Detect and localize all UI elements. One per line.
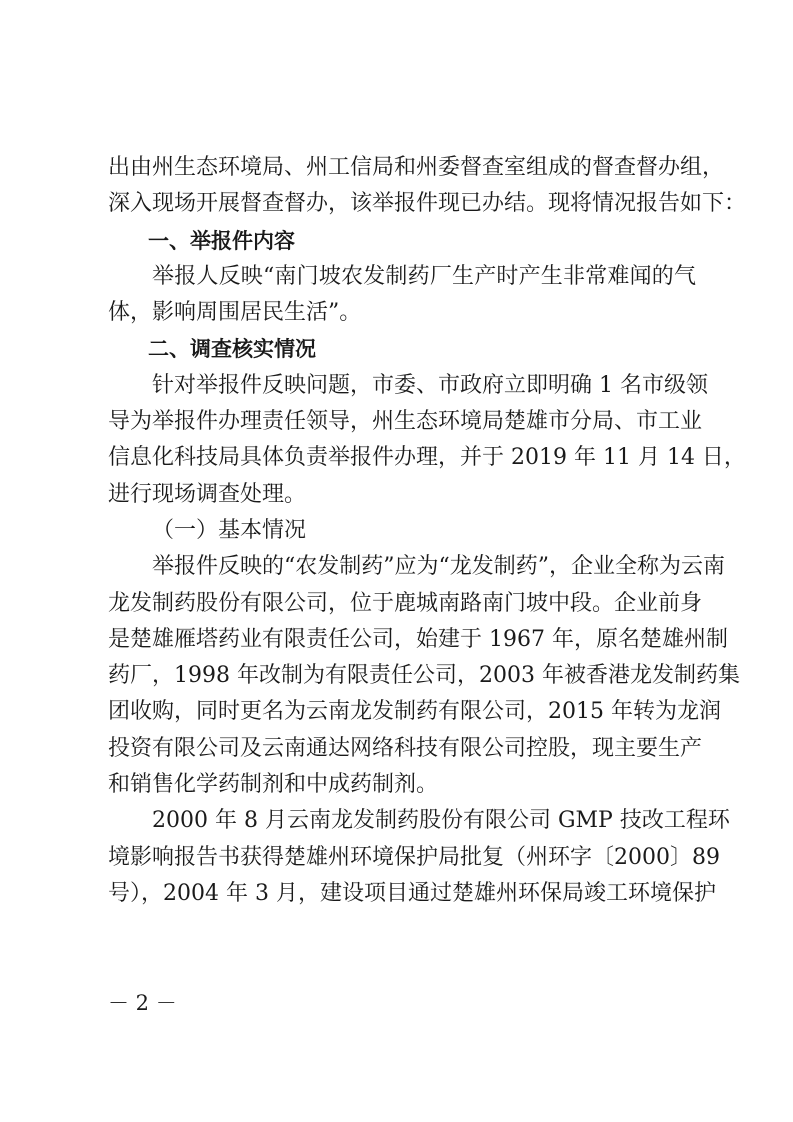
paragraph-line: 举报人反映“南门坡农发制药厂生产时产生非常难闻的气: [152, 263, 696, 289]
document-body: [108, 150, 747, 912]
paragraph-line: 药厂，1998 年改制为有限责任公司，2003 年被香港龙发制药集: [108, 663, 740, 689]
paragraph-line: 体，影响周围居民生活”。: [108, 300, 362, 326]
paragraph-line: 投资有限公司及云南通达网络科技有限公司控股，现主要生产: [108, 735, 703, 761]
paragraph-line: 号），2004 年 3 月，建设项目通过楚雄州环保局竣工环境保护: [108, 880, 716, 906]
subsection-heading: （一）基本情况: [152, 517, 307, 543]
paragraph-line: 和销售化学药制剂和中成药制剂。: [108, 772, 439, 798]
section-heading-1: 一、举报件内容: [148, 228, 295, 253]
section-heading-2: 二、调查核实情况: [148, 337, 316, 362]
paragraph-line: 导为举报件办理责任领导，州生态环境局楚雄市分局、市工业: [108, 409, 703, 435]
paragraph-line: 2000 年 8 月云南龙发制药股份有限公司 GMP 技改工程环: [152, 808, 730, 834]
paragraph-line: 境影响报告书获得楚雄州环境保护局批复（州环字〔2000〕89: [108, 844, 720, 870]
page-number: － 2 －: [108, 991, 177, 1015]
paragraph-line: 是楚雄雁塔药业有限责任公司，始建于 1967 年，原名楚雄州制: [108, 626, 728, 652]
paragraph-line: 龙发制药股份有限公司，位于鹿城南路南门坡中段。企业前身: [108, 590, 703, 616]
paragraph-line: 进行现场调查处理。: [108, 481, 307, 507]
paragraph-line: 团收购，同时更名为云南龙发制药有限公司，2015 年转为龙润: [108, 699, 721, 725]
paragraph-line: 深入现场开展督查督办，该举报件现已办结。现将情况报告如下：: [108, 191, 747, 217]
paragraph-line: 举报件反映的“农发制药”应为“龙发制药”，企业全称为云南: [152, 554, 725, 580]
paragraph-line: 出由州生态环境局、州工信局和州委督查室组成的督查督办组，: [108, 155, 725, 180]
paragraph-line: 针对举报件反映问题，市委、市政府立即明确 1 名市级领: [152, 372, 708, 398]
paragraph-line: 信息化科技局具体负责举报件办理，并于 2019 年 11 月 14 日，: [108, 445, 746, 471]
